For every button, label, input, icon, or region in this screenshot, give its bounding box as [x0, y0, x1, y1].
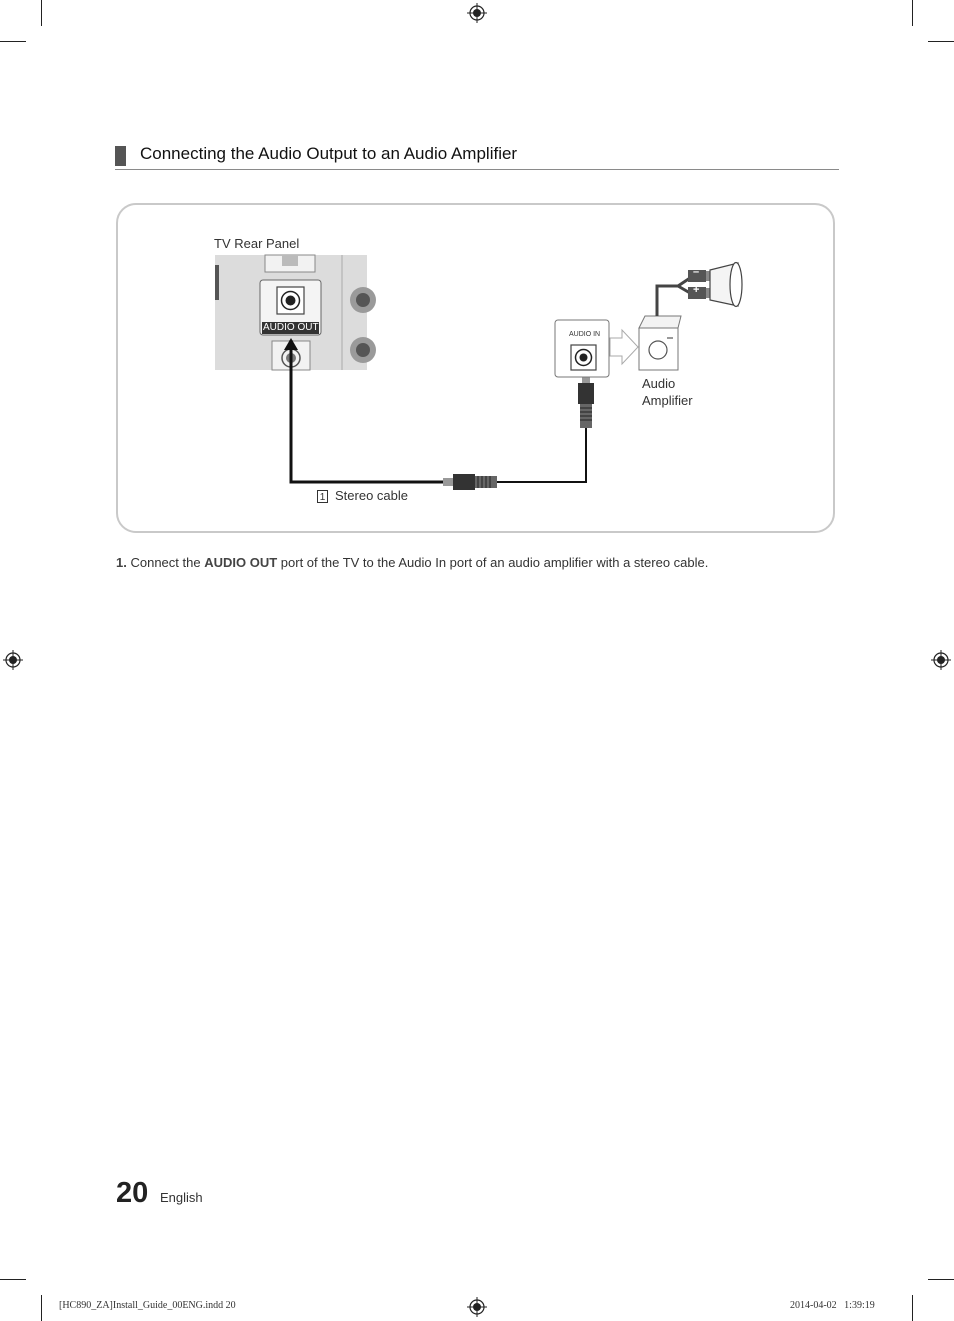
- crop-mark-br-v: [912, 1295, 913, 1321]
- file-slug: [HC890_ZA]Install_Guide_00ENG.indd 20: [59, 1300, 236, 1311]
- tv-rear-panel: [215, 255, 376, 370]
- page-language: English: [160, 1190, 203, 1205]
- amplifier-label-line2: Amplifier: [642, 393, 693, 408]
- cable-label: Stereo cable: [335, 488, 408, 503]
- cable-number-badge: 1: [317, 490, 328, 503]
- crop-mark-bl-v: [41, 1295, 42, 1321]
- print-timestamp: 2014-04-02 1:39:19: [790, 1300, 875, 1311]
- instruction-step: [116, 555, 708, 570]
- step-text-after: port of the TV to the Audio In port of an audio amplifier with a stereo cable.: [280, 555, 709, 570]
- amplifier-label-line1: Audio: [642, 376, 676, 391]
- registration-mark-icon: [467, 1297, 487, 1317]
- connection-diagram: [0, 0, 954, 560]
- step-highlight: AUDIO OUT: [204, 555, 278, 570]
- registration-mark-icon: [931, 650, 951, 670]
- page-number: 20: [116, 1177, 149, 1209]
- section-title: Connecting the Audio Output to an Audio Amplifier: [140, 144, 518, 163]
- audio-in-port-label: AUDIO IN: [569, 331, 601, 338]
- speaker: [657, 263, 742, 317]
- audio-in-port: [555, 320, 638, 377]
- registration-mark-icon: [3, 650, 23, 670]
- speaker-plus-label: +: [693, 284, 700, 296]
- step-text-before: Connect the: [130, 555, 201, 570]
- step-number: 1.: [116, 555, 127, 570]
- audio-out-port-label: AUDIO OUT: [263, 322, 319, 333]
- speaker-minus-label: –: [693, 266, 700, 278]
- tv-rear-panel-label: TV Rear Panel: [214, 236, 300, 251]
- audio-amplifier: [639, 316, 681, 370]
- crop-mark-br-h: [928, 1279, 954, 1280]
- crop-mark-bl-h: [0, 1279, 26, 1280]
